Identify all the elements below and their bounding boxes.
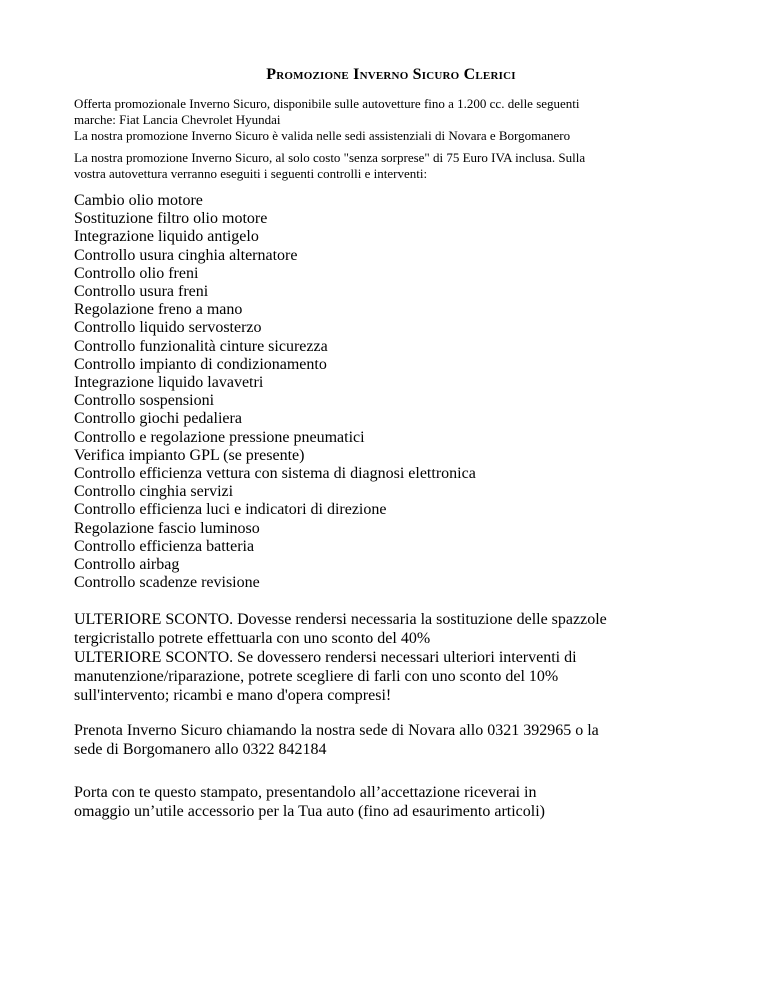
service-item: Verifica impianto GPL (se presente) (74, 446, 305, 464)
service-item: Controllo olio freni (74, 264, 199, 282)
discount-line: ULTERIORE SCONTO. Se dovessero rendersi necessari ulteriori interventi di (74, 649, 577, 667)
gift-line: omaggio un’utile accessorio per la Tua auto (fino ad esaurimento articoli) (74, 803, 545, 821)
service-item: Controllo impianto di condizionamento (74, 355, 327, 373)
service-item: Controllo e regolazione pressione pneumatici (74, 428, 365, 446)
booking-line: sede di Borgomanero allo 0322 842184 (74, 741, 327, 759)
service-item: Integrazione liquido lavavetri (74, 374, 264, 392)
service-item: Controllo liquido servosterzo (74, 319, 262, 337)
intro-line: Offerta promozionale Inverno Sicuro, disponibile sulle autovetture fino a 1.200 cc. delle seguenti (74, 96, 580, 111)
intro-line: La nostra promozione Inverno Sicuro è valida nelle sedi assistenziali di Novara e Borgomanero (74, 128, 571, 143)
intro-line: La nostra promozione Inverno Sicuro, al solo costo "senza sorprese" di 75 Euro IVA inclusa. Sulla (74, 150, 586, 165)
service-item: Sostituzione filtro olio motore (74, 210, 268, 228)
gift-info (74, 783, 708, 821)
booking-line: Prenota Inverno Sicuro chiamando la nostra sede di Novara allo 0321 392965 o la (74, 722, 599, 740)
page-title (74, 66, 708, 84)
service-item: Controllo funzionalità cinture sicurezza (74, 337, 328, 355)
service-item: Controllo efficienza vettura con sistema di diagnosi elettronica (74, 465, 476, 483)
service-item: Regolazione fascio luminoso (74, 519, 260, 537)
service-item: Controllo sospensioni (74, 392, 215, 410)
discount-repairs (74, 648, 708, 705)
discount-line: manutenzione/riparazione, potrete scegliere di farli con uno sconto del 10% (74, 668, 559, 686)
service-item: Controllo airbag (74, 556, 180, 574)
discount-wipers (74, 610, 708, 648)
discount-line: sull'intervento; ricambi e mano d'opera compresi! (74, 687, 392, 705)
gift-line: Porta con te questo stampato, presentandolo all’accettazione riceverai in (74, 784, 537, 802)
service-item: Integrazione liquido antigelo (74, 228, 259, 246)
service-item: Regolazione freno a mano (74, 301, 243, 319)
intro-line: vostra autovettura verranno eseguiti i seguenti controlli e interventi: (74, 166, 428, 181)
service-item: Cambio olio motore (74, 192, 203, 209)
service-item: Controllo scadenze revisione (74, 574, 260, 592)
service-item: Controllo usura cinghia alternatore (74, 246, 298, 264)
intro-line: marche: Fiat Lancia Chevrolet Hyundai (74, 112, 281, 127)
discount-line: ULTERIORE SCONTO. Dovesse rendersi necessaria la sostituzione delle spazzole (74, 611, 607, 629)
discount-line: tergicristallo potrete effettuarla con uno sconto del 40% (74, 630, 431, 648)
service-item: Controllo efficienza luci e indicatori di direzione (74, 501, 387, 519)
service-item: Controllo usura freni (74, 283, 209, 301)
service-item: Controllo cinghia servizi (74, 483, 234, 501)
service-item: Controllo efficienza batteria (74, 537, 255, 555)
page-title-text: Promozione Inverno Sicuro Clerici (266, 66, 516, 83)
services-list (74, 192, 708, 592)
service-item: Controllo giochi pedaliera (74, 410, 242, 428)
booking-info (74, 721, 708, 759)
